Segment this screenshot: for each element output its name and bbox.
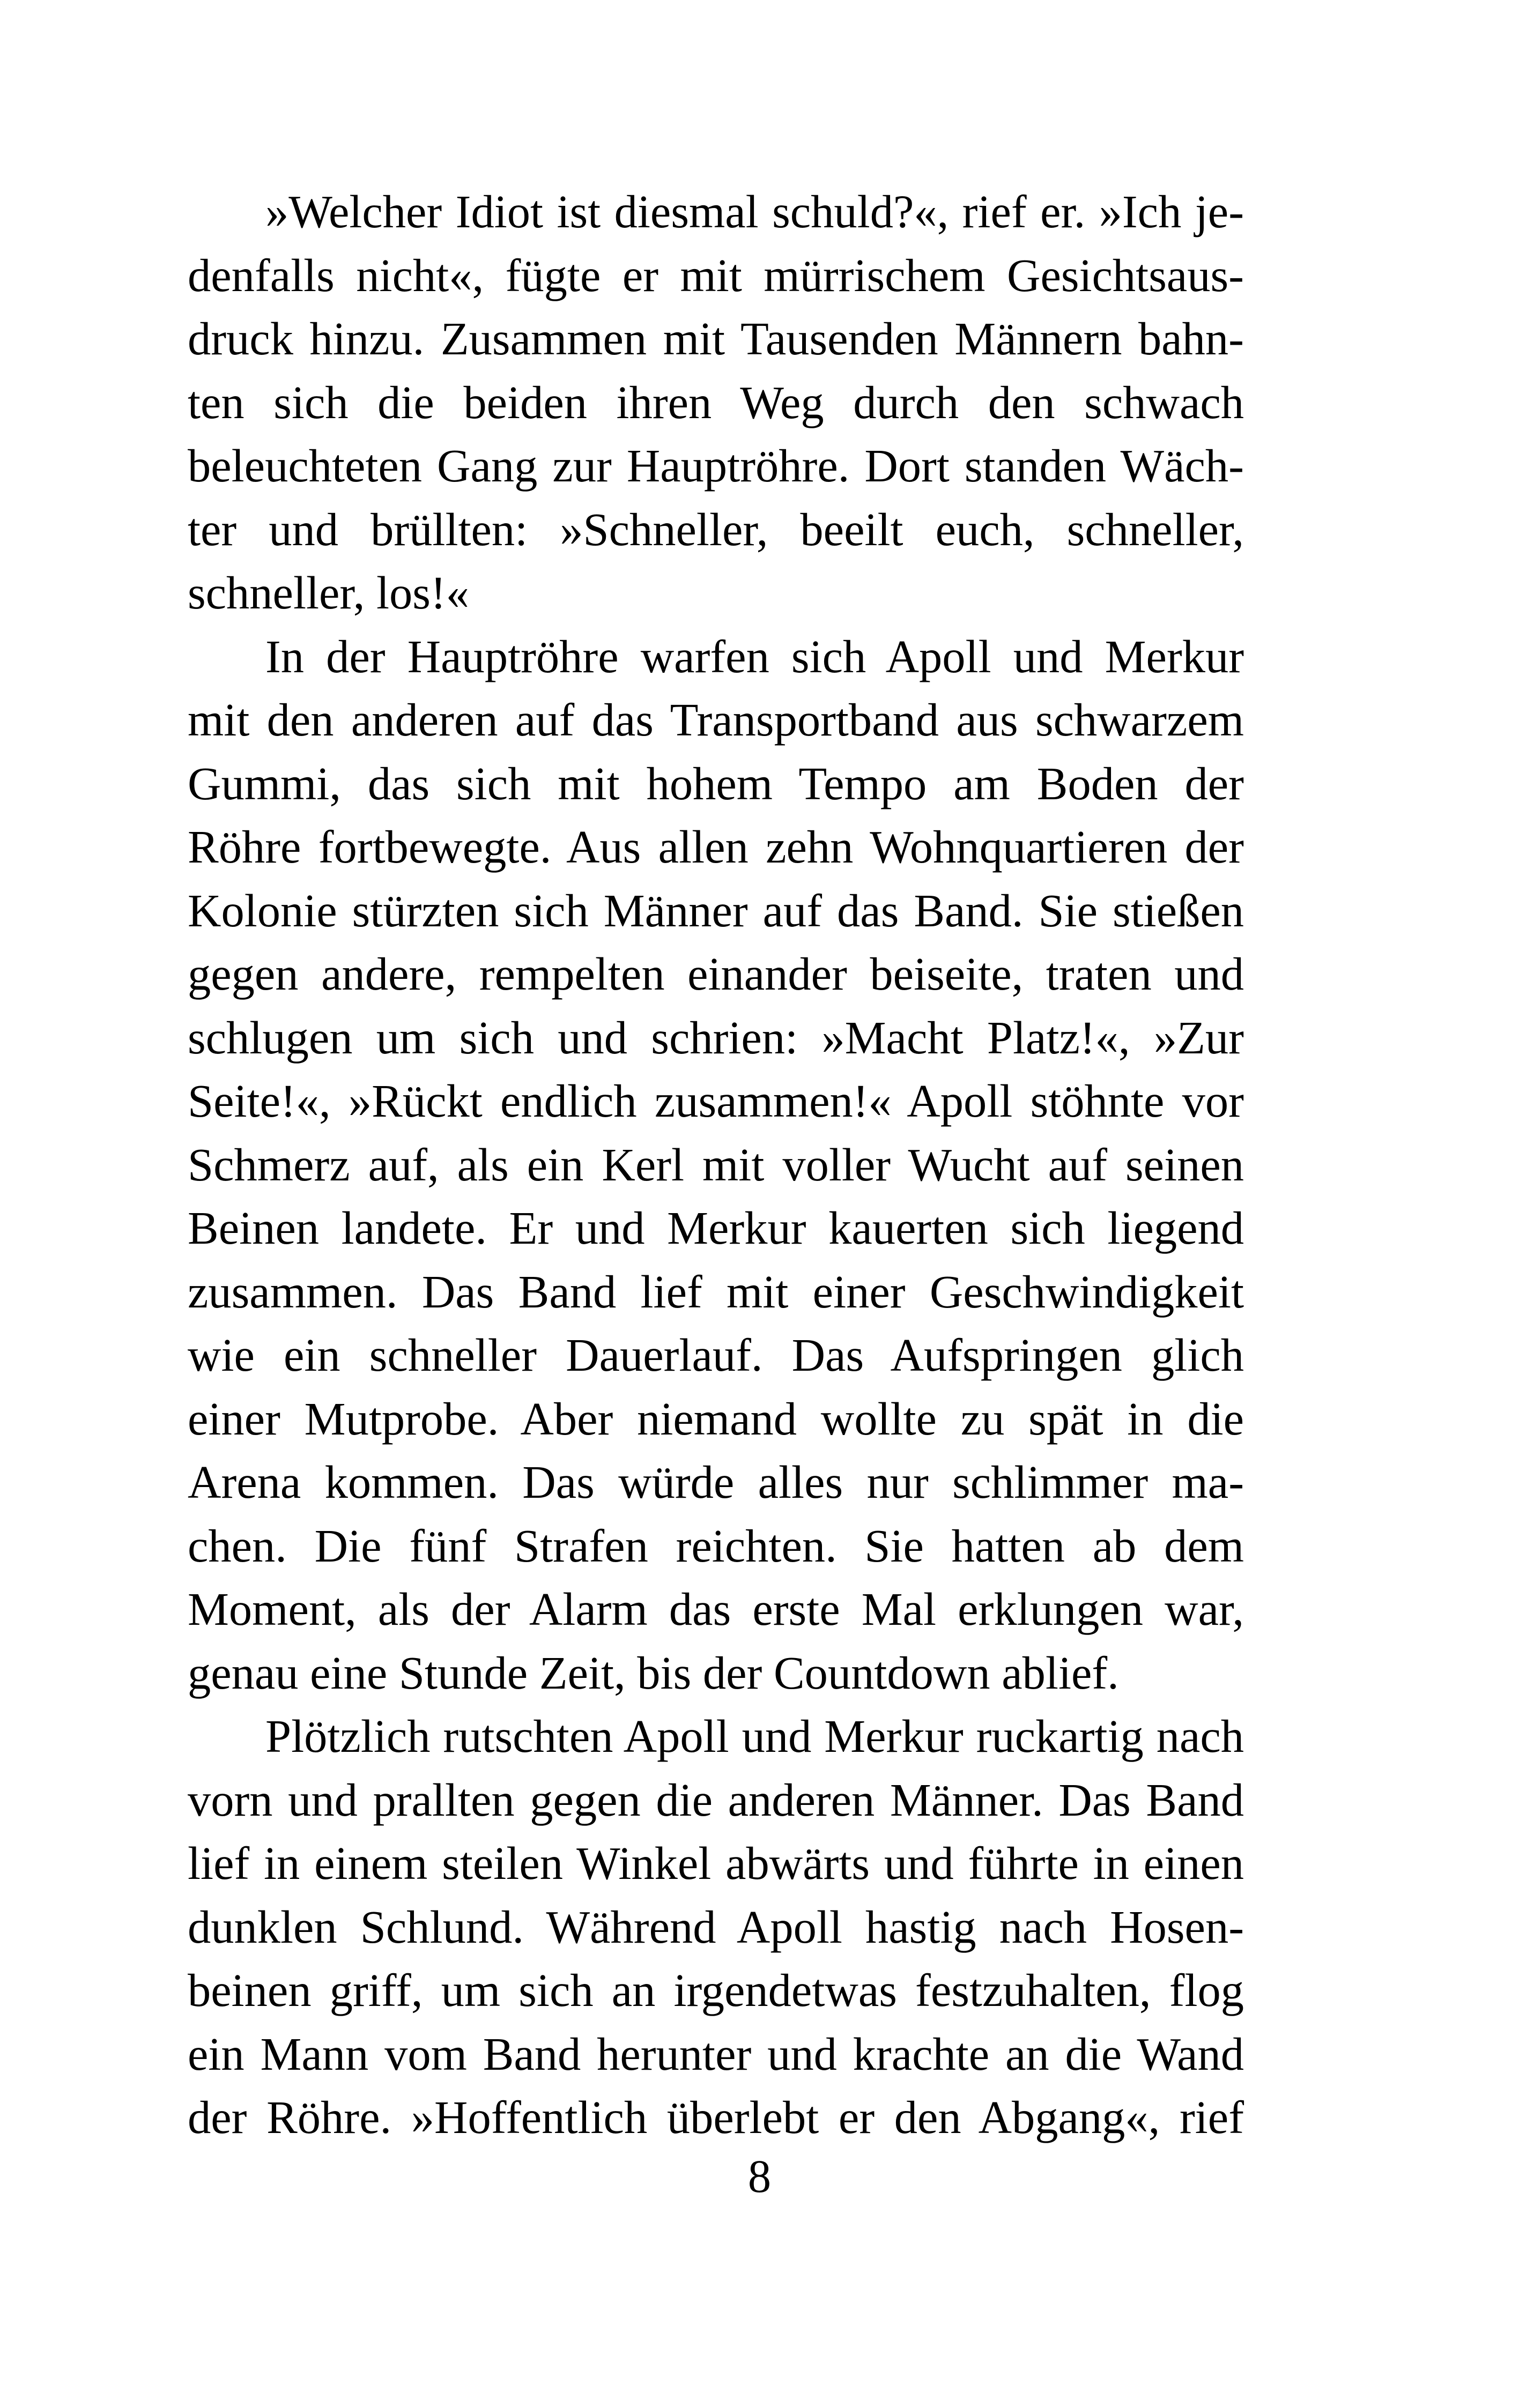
text-line: genau eine Stunde Zeit, bis der Countdown ablief. (188, 1647, 1119, 1699)
text-line: Schmerz auf, als ein Kerl mit voller Wucht auf seinen (188, 1139, 1244, 1191)
text-line: schneller, los!« (188, 567, 469, 619)
text-line: Arena kommen. Das würde alles nur schlimmer ma- (188, 1456, 1244, 1508)
text-line: ten sich die beiden ihren Weg durch den schwach (188, 376, 1244, 428)
text-line: Beinen landete. Er und Merkur kauerten sich liegend (188, 1202, 1244, 1254)
text-line: zusammen. Das Band lief mit einer Geschwindigkeit (188, 1266, 1244, 1318)
text-line: beleuchteten Gang zur Hauptröhre. Dort standen Wäch- (188, 440, 1244, 492)
paragraph-3 (188, 1705, 1244, 2150)
text-line: Gummi, das sich mit hohem Tempo am Boden der (188, 757, 1244, 809)
text-line: ter und brüllten: »Schneller, beeilt euch, schneller, (188, 503, 1244, 555)
text-line: In der Hauptröhre warfen sich Apoll und Merkur (265, 630, 1244, 682)
text-line: Kolonie stürzten sich Männer auf das Band. Sie stießen (188, 885, 1244, 937)
text-line: mit den anderen auf das Transportband aus schwarzem (188, 694, 1244, 746)
paragraph-2 (188, 625, 1244, 1705)
text-line: lief in einem steilen Winkel abwärts und führte in einen (188, 1838, 1244, 1889)
paragraph-1 (188, 180, 1244, 625)
text-line: »Welcher Idiot ist diesmal schuld?«, rief er. »Ich je- (265, 186, 1244, 237)
text-line: dunklen Schlund. Während Apoll hastig nach Hosen- (188, 1901, 1244, 1953)
text-line: Seite!«, »Rückt endlich zusammen!« Apoll stöhnte vor (188, 1075, 1244, 1127)
page-number: 8 (747, 2151, 772, 2202)
text-line: der Röhre. »Hoffentlich überlebt er den Abgang«, rief (188, 2092, 1244, 2143)
text-line: vorn und prallten gegen die anderen Männer. Das Band (188, 1774, 1244, 1826)
text-line: gegen andere, rempelten einander beiseite, traten und (188, 948, 1244, 1000)
text-line: schlugen um sich und schrien: »Macht Platz!«, »Zur (188, 1012, 1244, 1064)
text-line: druck hinzu. Zusammen mit Tausenden Männern bahn- (188, 313, 1244, 365)
text-line: Moment, als der Alarm das erste Mal erklungen war, (188, 1584, 1244, 1635)
body-text (188, 180, 1244, 2150)
text-line: einer Mutprobe. Aber niemand wollte zu spät in die (188, 1393, 1244, 1445)
text-line: Röhre fortbewegte. Aus allen zehn Wohnquartieren der (188, 821, 1244, 873)
text-line: Plötzlich rutschten Apoll und Merkur ruckartig nach (265, 1711, 1244, 1762)
text-line: ein Mann vom Band herunter und krachte an die Wand (188, 2028, 1244, 2080)
text-line: chen. Die fünf Strafen reichten. Sie hatten ab dem (188, 1520, 1244, 1572)
text-line: wie ein schneller Dauerlauf. Das Aufspringen glich (188, 1329, 1244, 1381)
text-line: denfalls nicht«, fügte er mit mürrischem Gesichtsaus- (188, 249, 1244, 301)
text-line: beinen griff, um sich an irgendetwas festzuhalten, flog (188, 1965, 1244, 2016)
